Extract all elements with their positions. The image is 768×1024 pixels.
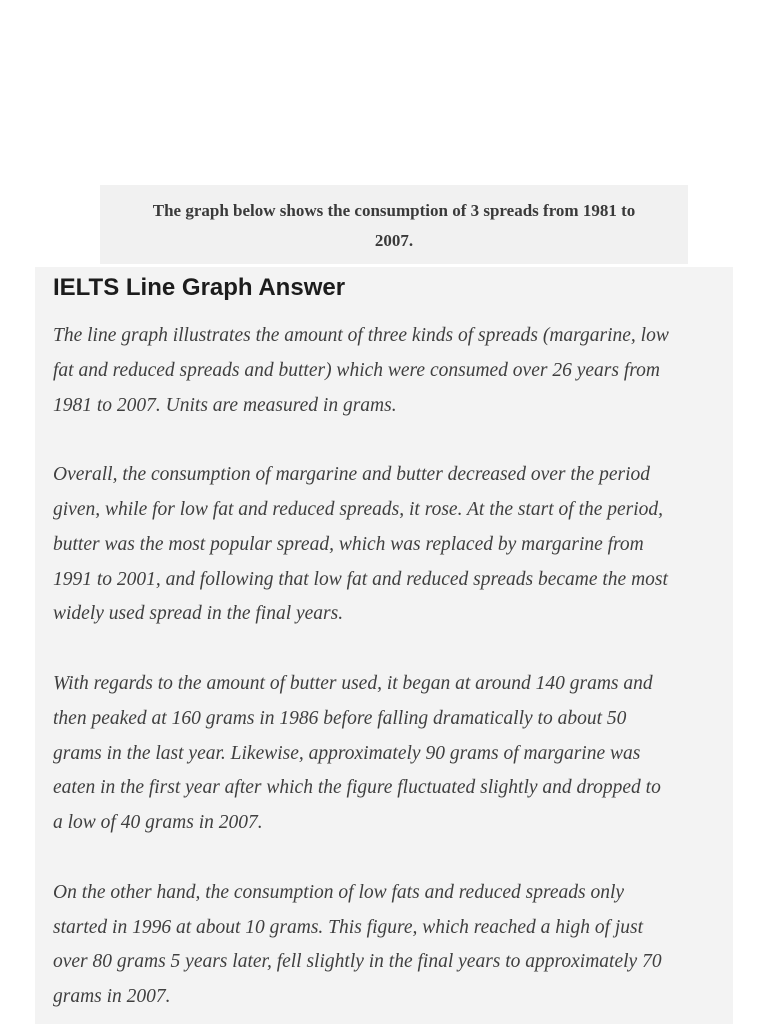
answer-paragraph-overview <box>53 458 719 632</box>
paragraph-line: started in 1996 at about 10 grams. This figure, which reached a high of just <box>53 916 644 938</box>
paragraph-line: fat and reduced spreads and butter) which were consumed over 26 years from <box>53 359 660 381</box>
answer-title: IELTS Line Graph Answer <box>53 274 346 301</box>
paragraph-line: given, while for low fat and reduced spreads, it rose. At the start of the period, <box>53 498 664 520</box>
paragraph-line: over 80 grams 5 years later, fell slightly in the final years to approximately 70 <box>53 951 662 973</box>
task-prompt <box>116 196 672 256</box>
paragraph-line: butter was the most popular spread, which was replaced by margarine from <box>53 533 644 555</box>
answer-paragraph-introduction <box>53 319 719 423</box>
paragraph-line: 1981 to 2007. Units are measured in grams. <box>53 394 397 416</box>
answer-paragraph-body-2 <box>53 876 719 1015</box>
paragraph-line: then peaked at 160 grams in 1986 before falling dramatically to about 50 <box>53 707 627 729</box>
answer-paragraph-body-1 <box>53 667 719 841</box>
paragraph-line: 1991 to 2001, and following that low fat and reduced spreads became the most <box>53 568 668 590</box>
task-prompt-line: 2007. <box>374 231 414 250</box>
paragraph-line: widely used spread in the final years. <box>53 603 344 625</box>
task-prompt-box <box>100 185 688 264</box>
paragraph-line: The line graph illustrates the amount of three kinds of spreads (margarine, low <box>53 325 669 346</box>
paragraph-line: grams in 2007. <box>53 986 171 1008</box>
task-prompt-line: The graph below shows the consumption of 3 spreads from 1981 to <box>152 201 636 220</box>
paragraph-line: Overall, the consumption of margarine and butter decreased over the period <box>53 464 650 486</box>
paragraph-line: On the other hand, the consumption of low fats and reduced spreads only <box>53 881 625 903</box>
paragraph-line: a low of 40 grams in 2007. <box>53 812 263 834</box>
paragraph-line: eaten in the first year after which the figure fluctuated slightly and dropped to <box>53 777 661 799</box>
paragraph-line: With regards to the amount of butter used, it began at around 140 grams and <box>53 672 653 694</box>
paragraph-line: grams in the last year. Likewise, approximately 90 grams of margarine was <box>53 742 641 764</box>
answer-box <box>35 267 733 1024</box>
